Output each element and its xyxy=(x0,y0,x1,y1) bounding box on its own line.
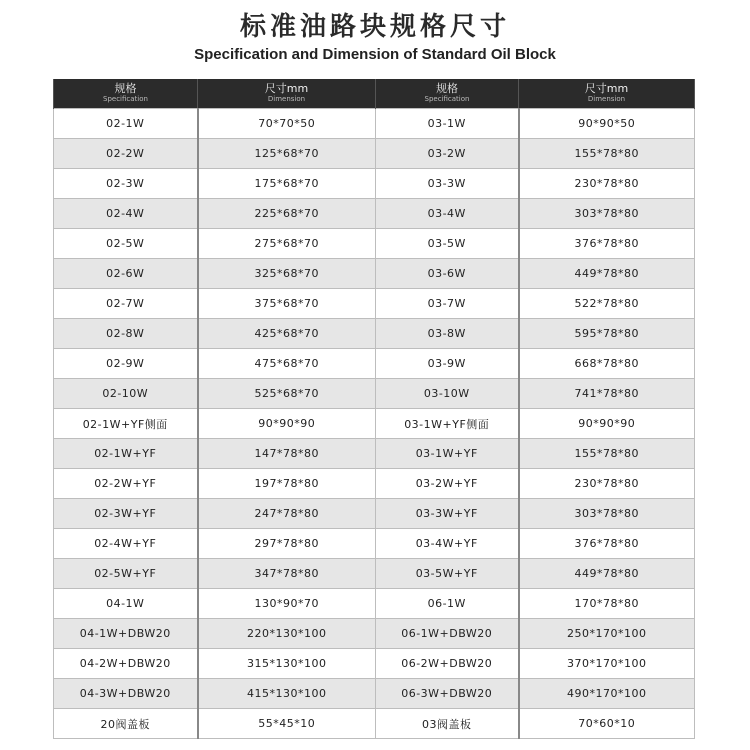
table-row xyxy=(54,349,695,379)
spec-cell: 03-9W xyxy=(376,349,519,379)
header-dimension-2: 尺寸mm Dimension xyxy=(519,79,695,109)
spec-cell: 03-1W+YF xyxy=(376,439,519,469)
spec-cell: 02-4W xyxy=(54,199,198,229)
dimension-cell: 90*90*90 xyxy=(519,409,695,439)
dimension-cell: 170*78*80 xyxy=(519,589,695,619)
table-row xyxy=(54,649,695,679)
dimension-cell: 449*78*80 xyxy=(519,259,695,289)
page-subtitle: Specification and Dimension of Standard Oil Block xyxy=(194,46,556,63)
table-row xyxy=(54,379,695,409)
table-header-row xyxy=(54,79,695,109)
spec-cell: 02-7W xyxy=(54,289,198,319)
spec-cell: 03-5W xyxy=(376,229,519,259)
spec-cell: 02-5W xyxy=(54,229,198,259)
spec-cell: 03-3W xyxy=(376,169,519,199)
dimension-cell: 155*78*80 xyxy=(519,439,695,469)
table-row xyxy=(54,229,695,259)
spec-cell: 06-2W+DBW20 xyxy=(376,649,519,679)
table-row xyxy=(54,319,695,349)
table-row xyxy=(54,139,695,169)
dimension-cell: 55*45*10 xyxy=(198,709,376,739)
dimension-cell: 197*78*80 xyxy=(198,469,376,499)
spec-cell: 02-6W xyxy=(54,259,198,289)
dimension-cell: 225*68*70 xyxy=(198,199,376,229)
dimension-cell: 175*68*70 xyxy=(198,169,376,199)
table-row xyxy=(54,619,695,649)
dimension-cell: 230*78*80 xyxy=(519,469,695,499)
dimension-cell: 247*78*80 xyxy=(198,499,376,529)
dimension-cell: 90*90*90 xyxy=(198,409,376,439)
spec-cell: 03-2W xyxy=(376,139,519,169)
header-specification-1: 规格 Specification xyxy=(54,79,198,109)
dimension-cell: 425*68*70 xyxy=(198,319,376,349)
dimension-cell: 595*78*80 xyxy=(519,319,695,349)
dimension-cell: 155*78*80 xyxy=(519,139,695,169)
spec-cell: 06-1W+DBW20 xyxy=(376,619,519,649)
spec-cell: 02-3W+YF xyxy=(54,499,198,529)
spec-cell: 04-2W+DBW20 xyxy=(54,649,198,679)
dimension-cell: 230*78*80 xyxy=(519,169,695,199)
table-row xyxy=(54,469,695,499)
table-row xyxy=(54,709,695,739)
spec-cell: 03-3W+YF xyxy=(376,499,519,529)
spec-cell: 02-1W+YF xyxy=(54,439,198,469)
dimension-cell: 347*78*80 xyxy=(198,559,376,589)
spec-cell: 02-5W+YF xyxy=(54,559,198,589)
dimension-cell: 70*60*10 xyxy=(519,709,695,739)
table-row xyxy=(54,589,695,619)
table-row xyxy=(54,559,695,589)
table-row xyxy=(54,259,695,289)
spec-table xyxy=(53,79,695,739)
spec-cell: 02-3W xyxy=(54,169,198,199)
dimension-cell: 522*78*80 xyxy=(519,289,695,319)
table-row xyxy=(54,409,695,439)
table-row xyxy=(54,439,695,469)
spec-cell: 06-1W xyxy=(376,589,519,619)
spec-cell: 02-8W xyxy=(54,319,198,349)
dimension-cell: 370*170*100 xyxy=(519,649,695,679)
dimension-cell: 475*68*70 xyxy=(198,349,376,379)
table-row xyxy=(54,199,695,229)
dimension-cell: 275*68*70 xyxy=(198,229,376,259)
dimension-cell: 70*70*50 xyxy=(198,109,376,139)
spec-cell: 03-4W xyxy=(376,199,519,229)
table-row xyxy=(54,679,695,709)
spec-cell: 03-5W+YF xyxy=(376,559,519,589)
dimension-cell: 130*90*70 xyxy=(198,589,376,619)
dimension-cell: 125*68*70 xyxy=(198,139,376,169)
table-row xyxy=(54,289,695,319)
dimension-cell: 220*130*100 xyxy=(198,619,376,649)
spec-cell: 02-2W+YF xyxy=(54,469,198,499)
table-row xyxy=(54,499,695,529)
table-row xyxy=(54,169,695,199)
dimension-cell: 449*78*80 xyxy=(519,559,695,589)
spec-cell: 06-3W+DBW20 xyxy=(376,679,519,709)
spec-cell: 03-1W+YF侧面 xyxy=(376,409,519,439)
spec-cell: 04-3W+DBW20 xyxy=(54,679,198,709)
dimension-cell: 297*78*80 xyxy=(198,529,376,559)
spec-cell: 03-8W xyxy=(376,319,519,349)
dimension-cell: 325*68*70 xyxy=(198,259,376,289)
spec-cell: 02-1W xyxy=(54,109,198,139)
dimension-cell: 90*90*50 xyxy=(519,109,695,139)
spec-cell: 03阀盖板 xyxy=(376,709,519,739)
spec-cell: 20阀盖板 xyxy=(54,709,198,739)
spec-cell: 02-2W xyxy=(54,139,198,169)
spec-cell: 03-4W+YF xyxy=(376,529,519,559)
dimension-cell: 315*130*100 xyxy=(198,649,376,679)
dimension-cell: 147*78*80 xyxy=(198,439,376,469)
spec-cell: 03-1W xyxy=(376,109,519,139)
dimension-cell: 376*78*80 xyxy=(519,229,695,259)
header-dimension-1: 尺寸mm Dimension xyxy=(198,79,376,109)
table-row xyxy=(54,109,695,139)
spec-cell: 02-10W xyxy=(54,379,198,409)
dimension-cell: 490*170*100 xyxy=(519,679,695,709)
spec-cell: 03-10W xyxy=(376,379,519,409)
spec-cell: 02-9W xyxy=(54,349,198,379)
dimension-cell: 415*130*100 xyxy=(198,679,376,709)
spec-cell: 04-1W xyxy=(54,589,198,619)
dimension-cell: 525*68*70 xyxy=(198,379,376,409)
dimension-cell: 376*78*80 xyxy=(519,529,695,559)
page-title: 标准油路块规格尺寸 xyxy=(239,12,510,42)
spec-cell: 03-6W xyxy=(376,259,519,289)
spec-cell: 03-2W+YF xyxy=(376,469,519,499)
dimension-cell: 303*78*80 xyxy=(519,199,695,229)
spec-cell: 03-7W xyxy=(376,289,519,319)
spec-cell: 02-1W+YF侧面 xyxy=(54,409,198,439)
spec-cell: 02-4W+YF xyxy=(54,529,198,559)
dimension-cell: 250*170*100 xyxy=(519,619,695,649)
table-row xyxy=(54,529,695,559)
dimension-cell: 375*68*70 xyxy=(198,289,376,319)
dimension-cell: 668*78*80 xyxy=(519,349,695,379)
header-specification-2: 规格 Specification xyxy=(376,79,519,109)
spec-cell: 04-1W+DBW20 xyxy=(54,619,198,649)
dimension-cell: 741*78*80 xyxy=(519,379,695,409)
dimension-cell: 303*78*80 xyxy=(519,499,695,529)
